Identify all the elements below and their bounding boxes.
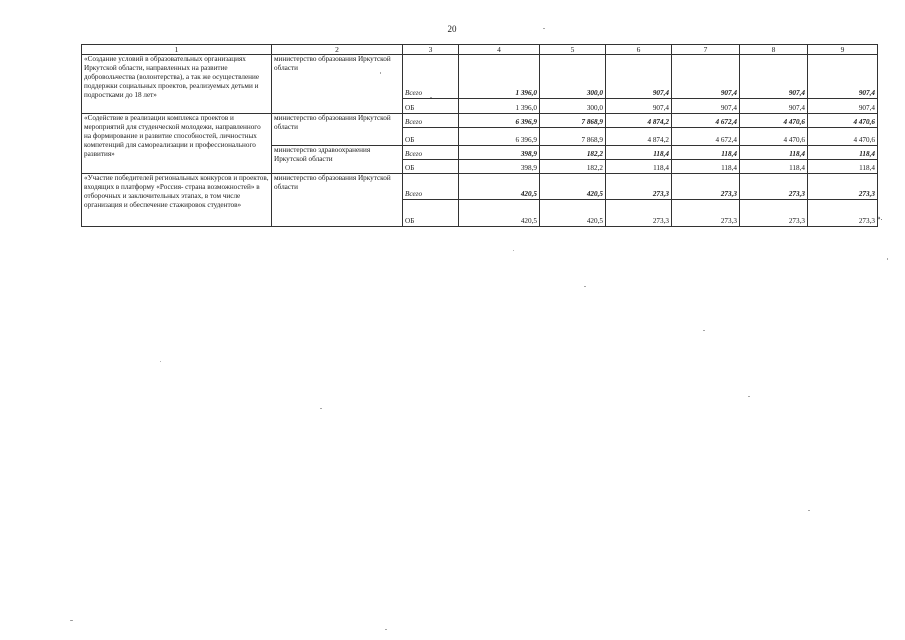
value-cell: 273,3 [740,200,808,227]
value-cell: 4 470,6 [808,128,878,146]
value-cell: 118,4 [740,160,808,174]
funding-source: Всего [403,55,459,99]
scan-speck [887,258,888,260]
scan-speck [584,286,586,287]
value-cell: 4 874,2 [606,128,672,146]
value-cell: 273,3 [808,200,878,227]
value-cell: 907,4 [672,99,740,114]
column-header-2: 2 [272,45,403,55]
table-row [82,114,878,128]
value-cell: 300,0 [540,99,606,114]
value-cell: 118,4 [606,146,672,160]
value-cell: 907,4 [672,55,740,99]
value-cell: 907,4 [740,99,808,114]
value-cell: 118,4 [672,146,740,160]
funding-source: ОБ [403,99,459,114]
value-cell: 4 874,2 [606,114,672,128]
value-cell: 1 396,0 [459,99,540,114]
value-cell: 907,4 [808,99,878,114]
scan-speck [703,330,705,331]
value-cell: 907,4 [606,99,672,114]
column-header-1: 1 [82,45,272,55]
scan-speck [70,620,73,621]
value-cell: 300,0 [540,55,606,99]
value-cell: 420,5 [540,200,606,227]
scan-speck [808,510,810,511]
funding-source: Всего [403,114,459,128]
value-cell: 6 396,9 [459,114,540,128]
value-cell: 118,4 [808,160,878,174]
scan-speck [748,396,750,397]
table-row [82,174,878,200]
value-cell: 398,9 [459,146,540,160]
value-cell: 182,2 [540,146,606,160]
value-cell: 118,4 [740,146,808,160]
value-cell: 420,5 [459,174,540,200]
value-cell: 118,4 [672,160,740,174]
value-cell: 273,3 [672,174,740,200]
value-cell: 4 672,4 [672,128,740,146]
column-header-3: 3 [403,45,459,55]
value-cell: 907,4 [606,55,672,99]
column-header-7: 7 [672,45,740,55]
value-cell: 273,3 [672,200,740,227]
column-number-row [82,45,878,55]
value-cell: 273,3 [606,200,672,227]
value-cell: 4 470,6 [740,114,808,128]
budget-table [81,44,878,227]
value-cell: 1 396,0 [459,55,540,99]
value-cell: 4 672,4 [672,114,740,128]
scan-speck [385,629,387,630]
event-name-3: «Участие победителей региональных конкурсов и проектов, входящих в платформу «Россия- страна возможностей» в отборочных и заключительных этапах, в том числе организация и обеспечение стажировок студентов» [82,174,272,227]
scan-speck [380,72,381,74]
value-cell: 907,4 [808,55,878,99]
value-cell: 118,4 [606,160,672,174]
value-cell: 7 868,9 [540,114,606,128]
table-row [82,55,878,99]
value-cell: 273,3 [808,174,878,200]
value-cell: 182,2 [540,160,606,174]
column-header-4: 4 [459,45,540,55]
page-number: 20 [447,24,457,34]
column-header-6: 6 [606,45,672,55]
scan-speck [320,408,322,409]
funding-source: ОБ [403,200,459,227]
executor-name: министерство образования Иркутской области [272,55,403,114]
value-cell: 7 868,9 [540,128,606,146]
funding-source: ОБ [403,160,459,174]
executor-name: министерство здравоохранения Иркутской области [272,146,403,174]
value-cell: 398,9 [459,160,540,174]
scan-speck [513,250,514,251]
scan-speck [430,97,432,98]
value-cell: 118,4 [808,146,878,160]
scan-speck [543,28,545,29]
value-cell: 273,3 [606,174,672,200]
event-name-2: «Содействие в реализации комплекса проектов и мероприятий для студенческой молодежи, направленного на формирование и развитие способностей, личностных компетенций для самореализации и профессионального развития» [82,114,272,174]
column-header-5: 5 [540,45,606,55]
column-header-9: 9 [808,45,878,55]
funding-source: Всего [403,146,459,160]
value-cell: 420,5 [540,174,606,200]
scan-speck [160,361,161,362]
executor-name: министерство образования Иркутской области [272,174,403,227]
column-header-8: 8 [740,45,808,55]
value-cell: 4 470,6 [740,128,808,146]
funding-source: Всего [403,174,459,200]
value-cell: 4 470,6 [808,114,878,128]
value-cell: 6 396,9 [459,128,540,146]
value-cell: 273,3 [740,174,808,200]
closing-quote-mark: ». [877,214,883,222]
value-cell: 907,4 [740,55,808,99]
funding-source: ОБ [403,128,459,146]
event-name-1: «Создание условий в образовательных организациях Иркутской области, направленных на развитие добровольчества (волонтерства), а так же осуществление поддержки социальных проектов, реализуемых детьми и подростками до 18 лет» [82,55,272,114]
executor-name: министерство образования Иркутской области [272,114,403,146]
value-cell: 420,5 [459,200,540,227]
